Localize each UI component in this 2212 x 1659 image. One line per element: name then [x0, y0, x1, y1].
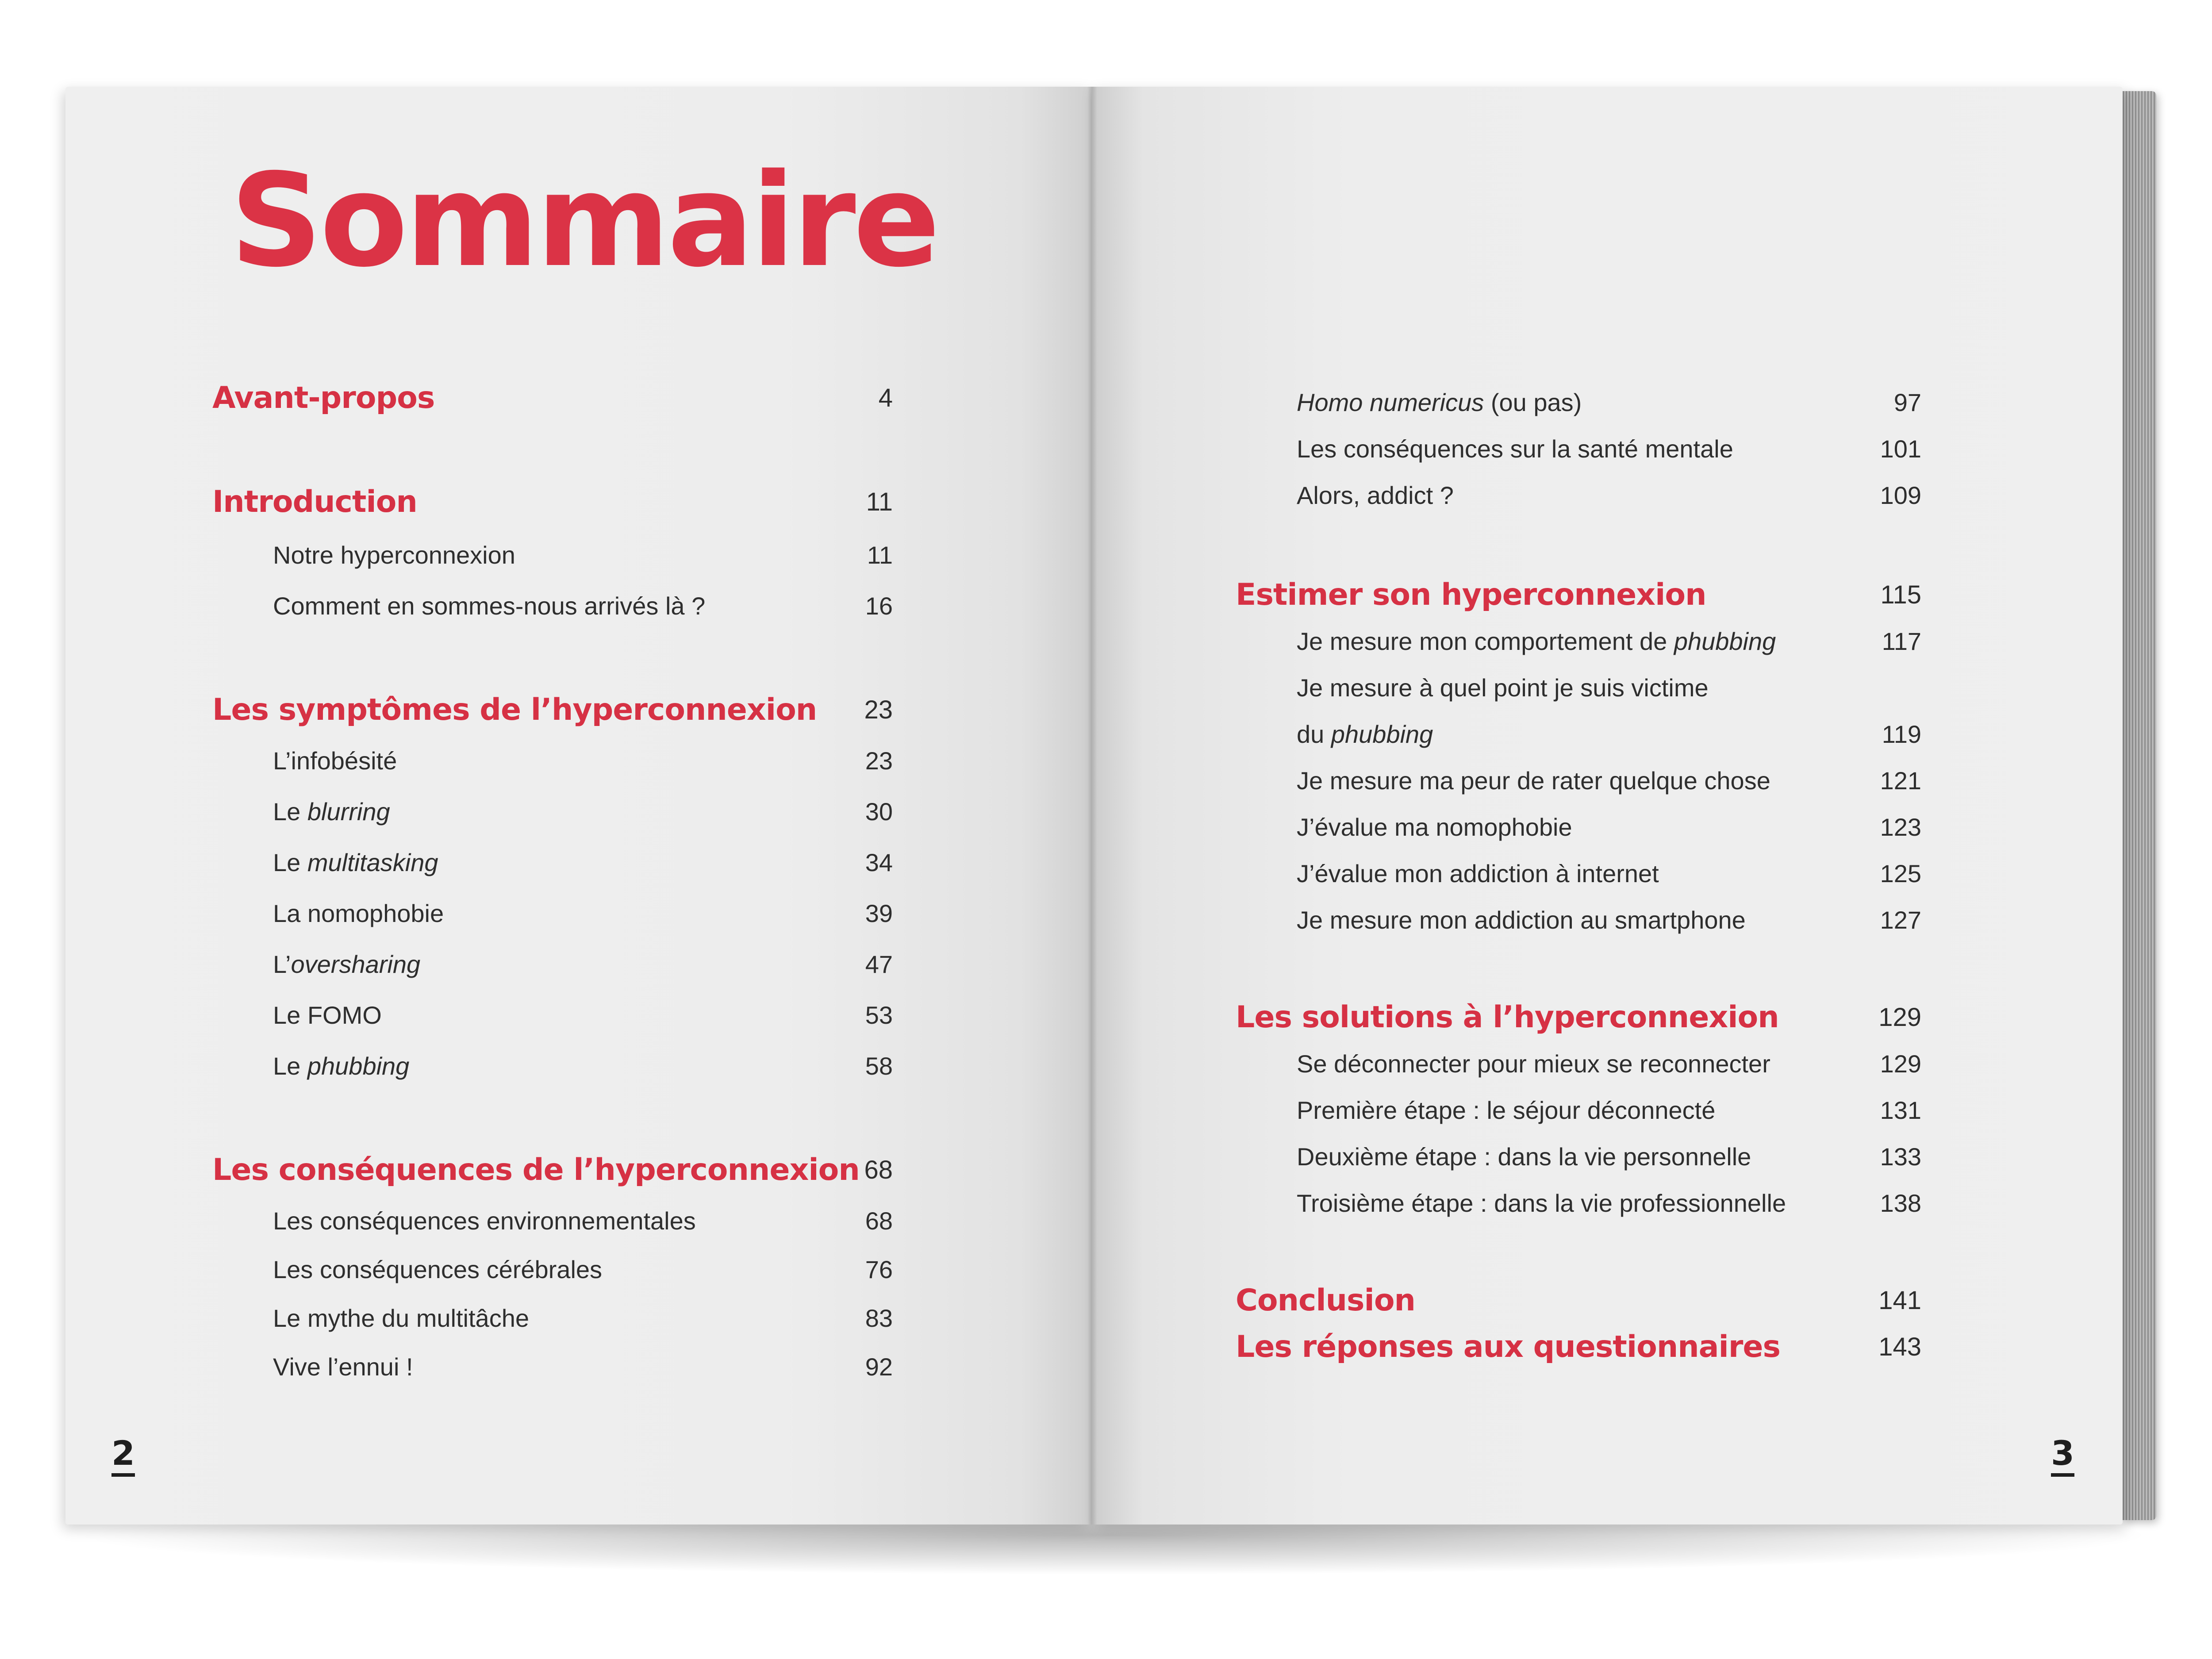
- toc-page-number: 23: [864, 695, 893, 724]
- toc-heading-right-17: [1236, 1323, 1921, 1371]
- toc-page-number: 58: [865, 1052, 893, 1080]
- toc-page-number: 129: [1878, 1003, 1921, 1032]
- toc-label: J’évalue ma nomophobie: [1297, 813, 1572, 841]
- toc-label-text: du: [1297, 720, 1331, 748]
- toc-label: [273, 1042, 409, 1091]
- toc-entry-right-13: [1297, 1086, 1921, 1135]
- toc-label-italic: phubbing: [1331, 720, 1433, 748]
- toc-label-text: (ou pas): [1484, 388, 1582, 416]
- toc-label: Deuxième étape : dans la vie personnelle: [1297, 1143, 1751, 1171]
- toc-label: Les symptômes de l’hyperconnexion: [212, 692, 817, 727]
- toc-label: J’évalue mon addiction à internet: [1297, 860, 1659, 887]
- toc-heading-right-16: [1236, 1276, 1921, 1325]
- toc-page-number: 97: [1893, 388, 1921, 416]
- toc-page-number: 76: [865, 1256, 893, 1283]
- toc-entry-right-9: [1297, 849, 1921, 898]
- toc-label: Les conséquences environnementales: [273, 1207, 696, 1235]
- toc-page-number: 117: [1882, 627, 1921, 655]
- toc-label: Les conséquences cérébrales: [273, 1256, 603, 1283]
- toc-entry-right-7: [1297, 757, 1921, 805]
- toc-label: L’infobésité: [273, 747, 397, 775]
- toc-heading-left-1: [212, 478, 893, 526]
- toc-page-number: 47: [865, 950, 893, 978]
- toc-page-number: 101: [1880, 435, 1921, 463]
- toc-entry-left-6: [273, 787, 893, 836]
- toc-entry-right-1: [1297, 425, 1921, 473]
- toc-label: [1297, 617, 1776, 666]
- toc-page-number: 121: [1880, 767, 1921, 795]
- toc-page-number: 141: [1878, 1286, 1921, 1315]
- toc-page-number: 119: [1882, 720, 1921, 748]
- toc-heading-right-3: [1236, 571, 1921, 619]
- toc-page-number: 123: [1880, 813, 1921, 841]
- toc-label-italic: oversharing: [291, 950, 421, 978]
- toc-label: Conclusion: [1236, 1283, 1415, 1318]
- toc-page-number: 39: [865, 899, 893, 927]
- toc-page-number: 92: [865, 1353, 893, 1381]
- toc-label: Se déconnecter pour mieux se reconnecter: [1297, 1050, 1770, 1078]
- toc-entry-right-0: [1297, 378, 1921, 427]
- toc-label-italic: phubbing: [1674, 627, 1776, 655]
- toc-heading-left-0: [212, 374, 893, 422]
- book-spine: [1087, 87, 1097, 1525]
- toc-label: Le FOMO: [273, 1001, 382, 1029]
- page-title: Sommaire: [230, 146, 938, 296]
- toc-label: Les solutions à l’hyperconnexion: [1236, 1000, 1779, 1035]
- toc-label: Avant-propos: [212, 380, 435, 415]
- toc-page-number: 11: [867, 541, 893, 569]
- toc-heading-left-12: [212, 1146, 893, 1194]
- toc-label: [273, 838, 438, 887]
- toc-page-number: 68: [865, 1207, 893, 1235]
- toc-entry-right-8: [1297, 803, 1921, 852]
- toc-entry-right-14: [1297, 1133, 1921, 1181]
- toc-label-text: Le: [273, 1052, 307, 1080]
- toc-page-number: 133: [1880, 1143, 1921, 1171]
- toc-label: Introduction: [212, 484, 417, 519]
- toc-page-number: 109: [1880, 481, 1921, 509]
- toc-page-number: 4: [878, 384, 893, 412]
- page-number-left: 2: [111, 1433, 135, 1473]
- toc-label: Les conséquences de l’hyperconnexion: [212, 1152, 860, 1187]
- toc-page-number: 125: [1880, 860, 1921, 887]
- toc-entry-right-4: [1297, 617, 1921, 666]
- page-edges: [2123, 91, 2156, 1520]
- toc-label-text: Le: [273, 849, 307, 876]
- toc-label-italic: Homo numericus: [1297, 388, 1484, 416]
- toc-label: Je mesure à quel point je suis victime: [1297, 674, 1709, 702]
- toc-label: Alors, addict ?: [1297, 481, 1454, 509]
- toc-label: Je mesure mon addiction au smartphone: [1297, 906, 1746, 934]
- toc-label-italic: blurring: [307, 798, 390, 826]
- toc-page-number: 23: [865, 747, 893, 775]
- toc-entry-left-14: [273, 1245, 893, 1294]
- toc-label: Les réponses aux questionnaires: [1236, 1329, 1780, 1364]
- toc-entry-left-8: [273, 889, 893, 938]
- toc-label: Comment en sommes-nous arrivés là ?: [273, 592, 706, 620]
- toc-label: Le mythe du multitâche: [273, 1304, 529, 1332]
- toc-entry-right-15: [1297, 1179, 1921, 1228]
- toc-page-number: 11: [866, 488, 893, 516]
- page-number-right: 3: [2051, 1433, 2074, 1473]
- toc-label-italic: multitasking: [307, 849, 438, 876]
- toc-entry-right-2: [1297, 471, 1921, 520]
- toc-label-italic: phubbing: [307, 1052, 410, 1080]
- toc-entry-left-16: [273, 1343, 893, 1391]
- toc-entry-left-2: [273, 531, 893, 580]
- toc-entry-left-9: [273, 940, 893, 989]
- toc-entry-left-5: [273, 737, 893, 785]
- toc-label: Première étape : le séjour déconnecté: [1297, 1096, 1716, 1124]
- toc-entry-left-10: [273, 991, 893, 1040]
- toc-page-number: 68: [864, 1156, 893, 1184]
- toc-entry-left-7: [273, 838, 893, 887]
- toc-label-text: L’: [273, 950, 291, 978]
- toc-page-number: 131: [1880, 1096, 1921, 1124]
- toc-label: Troisième étape : dans la vie professionnelle: [1297, 1189, 1786, 1217]
- toc-page-number: 115: [1880, 580, 1921, 609]
- toc-page-number: 53: [865, 1001, 893, 1029]
- toc-heading-left-4: [212, 686, 893, 734]
- toc-page-number: 83: [865, 1304, 893, 1332]
- toc-page-number: 138: [1880, 1189, 1921, 1217]
- toc-label: [273, 787, 390, 836]
- toc-page-number: 34: [865, 849, 893, 876]
- toc-entry-left-11: [273, 1042, 893, 1091]
- toc-label: Je mesure ma peur de rater quelque chose: [1297, 767, 1770, 795]
- toc-entry-left-13: [273, 1197, 893, 1245]
- toc-label: [1297, 378, 1582, 427]
- toc-page-number: 30: [865, 798, 893, 826]
- toc-entry-right-6: [1297, 710, 1921, 759]
- toc-heading-right-11: [1236, 993, 1921, 1042]
- toc-label: Vive l’ennui !: [273, 1353, 413, 1381]
- toc-entry-right-12: [1297, 1040, 1921, 1088]
- toc-entry-left-3: [273, 582, 893, 630]
- toc-label: Notre hyperconnexion: [273, 541, 515, 569]
- toc-label-text: Le: [273, 798, 307, 826]
- toc-label: La nomophobie: [273, 899, 444, 927]
- toc-label: Estimer son hyperconnexion: [1236, 577, 1706, 612]
- toc-page-number: 129: [1880, 1050, 1921, 1078]
- toc-entry-left-15: [273, 1294, 893, 1343]
- toc-label: [273, 940, 420, 989]
- toc-label-text: Je mesure mon comportement de: [1297, 627, 1674, 655]
- toc-entry-right-5: [1297, 664, 1921, 712]
- toc-label: Les conséquences sur la santé mentale: [1297, 435, 1733, 463]
- toc-label: [1297, 710, 1433, 759]
- toc-page-number: 16: [865, 592, 893, 620]
- toc-page-number: 143: [1878, 1333, 1921, 1361]
- toc-entry-right-10: [1297, 896, 1921, 945]
- toc-page-number: 127: [1880, 906, 1921, 934]
